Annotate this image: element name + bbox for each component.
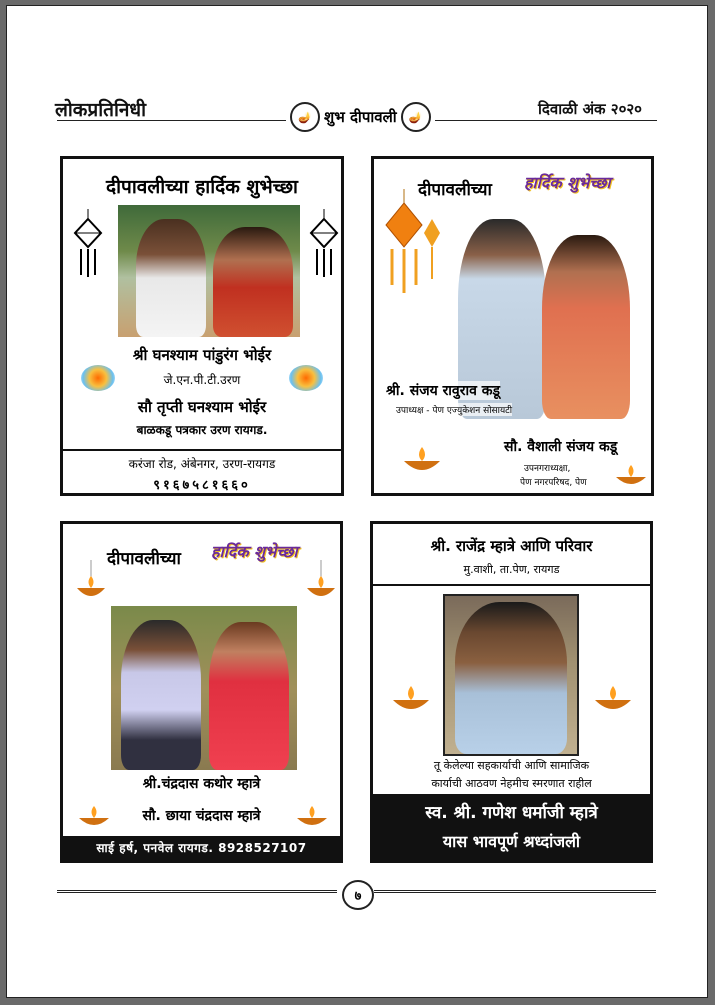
man-figure (121, 620, 201, 770)
man-figure (136, 219, 206, 337)
card-title: श्री. राजेंद्र म्हात्रे आणि परिवार (430, 537, 593, 555)
name-1: श्री घनश्याम पांडुरंग भोईर (132, 346, 272, 364)
hanging-diya-icon (301, 560, 341, 614)
issue-label: दिवाळी अंक २०२० (538, 100, 642, 118)
name-2: सौ. वैशाली संजय कडू (504, 439, 618, 455)
portrait-photo (443, 594, 579, 756)
name-2: सौ. छाया चंद्रदास म्हात्रे (142, 808, 261, 824)
couple-photo (111, 606, 297, 770)
woman-figure (209, 622, 289, 770)
card-title: दीपावलीच्या (107, 549, 181, 569)
diya-icon (614, 463, 648, 489)
footer-rule-left (57, 890, 337, 893)
card-title-script: हार्दिक शुभेच्छा (524, 173, 611, 192)
card-title-script: हार्दिक शुभेच्छा (211, 542, 298, 561)
lantern-icon (382, 189, 442, 303)
tribute-line-2: कार्याची आठवण नेहमीच स्मरणात राहील (431, 777, 592, 790)
couple-photo (118, 205, 300, 337)
condolence: यास भावपूर्ण श्रध्दांजली (442, 832, 581, 851)
lantern-icon (309, 209, 339, 281)
header-greeting: शुभ दीपावली (324, 108, 397, 126)
card-title: दीपावलीच्या (418, 180, 492, 200)
deceased-name: स्व. श्री. गणेश धर्माजी म्हात्रे (425, 803, 598, 823)
diya-ornament-icon: 🪔 (401, 102, 431, 132)
phone: ९१६७५८१६६० (153, 478, 251, 493)
name-1: श्री.चंद्रदास कथोर म्हात्रे (142, 776, 261, 792)
tribute-banner (373, 794, 650, 860)
diya-icon (391, 684, 431, 714)
diya-icon (402, 445, 442, 471)
greeting-card-kadu (371, 156, 654, 496)
role-2b: पेण नगरपरिषद, पेण (520, 478, 587, 488)
name-1: श्री. संजय रावुराव कडू (386, 383, 500, 399)
lantern-icon (73, 209, 103, 281)
role-2a: उपनगराध्यक्षा, (524, 464, 571, 474)
name-2: सौ तृप्ती घनश्याम भोईर (137, 398, 267, 416)
woman-figure (213, 227, 293, 337)
footer-rule-right (374, 890, 656, 893)
role-1: उपाध्यक्ष - पेण एज्युकेशन सोसायटी (396, 403, 512, 416)
card-title: दीपावलीच्या हार्दिक शुभेच्छा (106, 176, 298, 198)
tribute-card-mhatre (370, 521, 653, 863)
place: मु.वाशी, ता.पेण, रायगड (463, 563, 560, 576)
organization: जे.एन.पी.टी.उरण (163, 373, 241, 387)
man-figure (455, 602, 567, 754)
hanging-diya-icon (71, 560, 111, 614)
address: करंजा रोड, अंबेनगर, उरण-रायगड (128, 457, 276, 471)
greeting-card-mhatre (60, 521, 343, 863)
tribute-line-1: तू केलेल्या सहकार्याची आणि सामाजिक (433, 759, 590, 772)
publication-title: लोकप्रतिनिधी (55, 99, 147, 121)
card-footer: साई हर्ष, पनवेल रायगड. 8928527107 (63, 836, 340, 860)
divider (373, 584, 650, 586)
woman-figure (542, 235, 630, 419)
diya-icon (593, 684, 633, 714)
header-center (286, 102, 435, 132)
greeting-card-bhoir (60, 156, 344, 496)
page-number: ७ (342, 880, 374, 910)
divider (63, 449, 341, 451)
role: बाळकडू पत्रकार उरण रायगड. (136, 423, 268, 437)
diya-ornament-icon: 🪔 (290, 102, 320, 132)
